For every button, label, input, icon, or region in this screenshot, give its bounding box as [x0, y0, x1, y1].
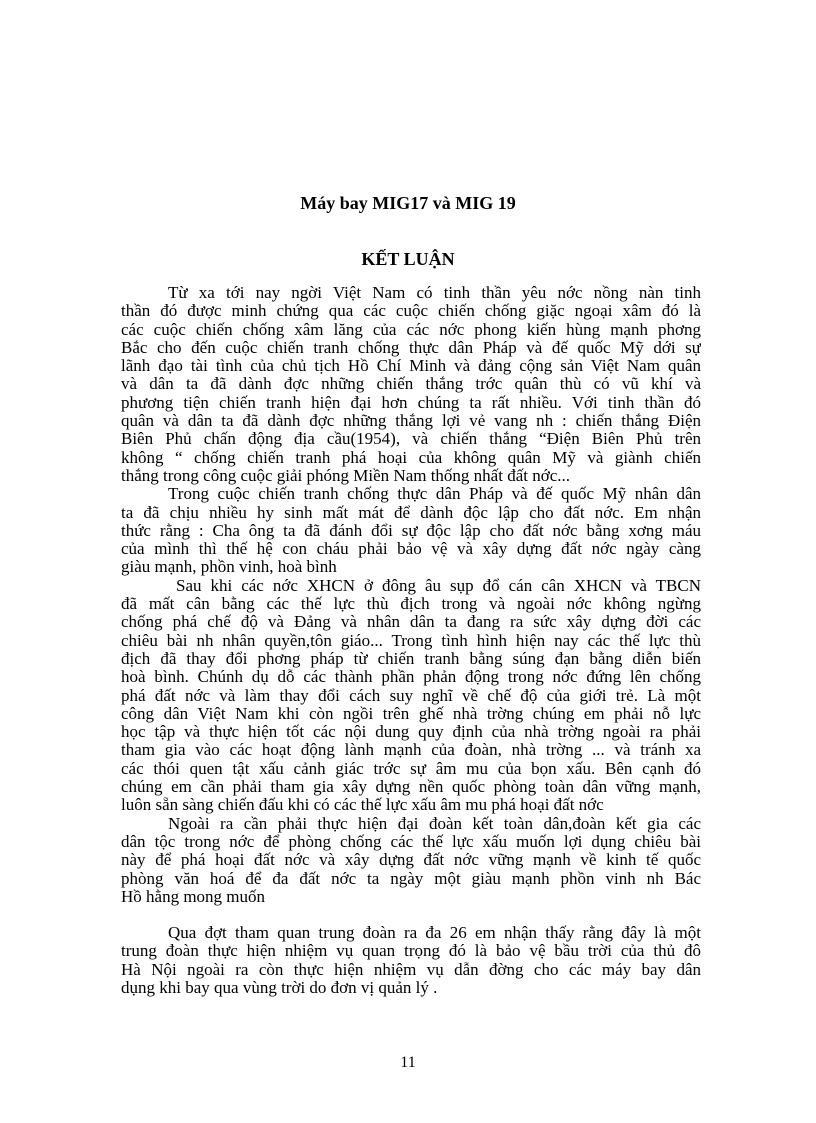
- text-line: các thói quen tật xấu cảnh giác trớc sự âm mu của bọn xấu. Bên cạnh đó: [121, 759, 701, 778]
- text-line: Bắc cho đến cuộc chiến tranh chống thực dân Pháp và đế quốc Mỹ dới sự: [121, 338, 701, 357]
- text-line: Qua đợt tham quan trung đoàn ra đa 26 em nhận thấy rằng đây là một: [168, 924, 701, 943]
- text-line: Hồ hằng mong muốn: [121, 887, 266, 906]
- paragraph-3: [121, 577, 701, 815]
- text-line: phòng văn hoá để đa đất nớc ta ngày một giàu mạnh phồn vinh nh Bác: [121, 869, 701, 888]
- text-line: Từ xa tới nay ngời Việt Nam có tinh thần yêu nớc nồng nàn tinh: [168, 284, 701, 302]
- figure-caption: Máy bay MIG17 và MIG 19: [300, 193, 516, 213]
- text-line: luôn sẵn sàng chiến đấu khi có các thế lực xấu âm mu phá hoại đất nớc: [121, 796, 604, 815]
- text-line: hoà bình. Chúnh dụ dỗ các thành phần phản động trong nớc đứng lên chống: [121, 668, 701, 687]
- text-line: học tập và thực hiện tốt các nội dung quy định của nhà trờng ngoài ra phải: [121, 723, 701, 742]
- text-line: chống phá chế độ và Đảng và nhân dân ta đang ra sức xây dựng đời các: [121, 613, 701, 632]
- text-line: ta đã chịu nhiều hy sinh mất mát để dành độc lập cho đất nớc. Em nhận: [121, 503, 701, 522]
- text-line: phá đất nớc và làm thay đổi cách suy nghĩ về chế độ của giới trẻ. Là một: [121, 686, 701, 705]
- text-line: dân tộc trong nớc để phòng chống các thế lực xấu muốn lợi dụng chiêu bài: [121, 832, 701, 851]
- body-text: [121, 284, 701, 997]
- text-line: Trong cuộc chiến tranh chống thực dân Pháp và đế quốc Mỹ nhân dân: [168, 485, 701, 504]
- paragraph-4: [121, 815, 701, 906]
- text-line: thắng trong công cuộc giải phóng Miền Nam thống nhất đất nớc...: [121, 466, 571, 485]
- text-line: đã mất cân bằng các thế lực thù địch trong và ngoài nớc không ngừng: [121, 595, 701, 614]
- text-line: Sau khi các nớc XHCN ở đông âu sụp đổ cán cân XHCN và TBCN: [176, 576, 701, 595]
- text-line: trung đoàn thực hiện nhiệm vụ quan trọng đó là bảo vệ bầu trời của thủ đô: [121, 942, 701, 961]
- text-line: phương tiện chiến tranh hiện đại hơn chúng ta rất nhiều. Với tinh thần đó: [121, 393, 701, 412]
- text-line: địch đã thay đổi phơng pháp từ chiến tranh bằng súng đạn bằng diễn biến: [121, 649, 701, 668]
- text-line: công dân Việt Nam khi còn ngồi trên ghế nhà trờng chúng em phải nỗ lực: [121, 704, 701, 723]
- text-line: quân và dân ta đã dành đợc những thắng lợi vẻ vang nh : chiến thắng Điện: [121, 412, 701, 431]
- text-line: thần đó được minh chứng qua các cuộc chiến chống giặc ngoại xâm đó là: [121, 302, 701, 321]
- text-line: Biên Phủ chấn động địa cầu(1954), và chiến thắng “Điện Biên Phủ trên: [121, 430, 701, 449]
- text-line: dụng khi bay qua vùng trời do đơn vị quản lý .: [121, 978, 438, 997]
- page-number: 11: [400, 1054, 416, 1071]
- paragraph-1: [121, 284, 701, 485]
- text-line: Ngoài ra cần phải thực hiện đại đoàn kết toàn dân,đoàn kết gia các: [168, 814, 701, 833]
- section-heading: KẾT LUẬN: [361, 249, 455, 269]
- text-line: và dân ta đã dành đợc những chiến thắng trớc quân thù có vũ khí và: [121, 375, 701, 394]
- text-line: này để phá hoại đất nớc và xây dựng đất nớc vững mạnh về kinh tế quốc: [121, 851, 701, 870]
- paragraph-5: [121, 924, 701, 997]
- text-line: không “ chống chiến tranh phá hoại của không quân Mỹ và giành chiến: [121, 448, 701, 467]
- paragraph-2: [121, 485, 701, 576]
- text-line: thức rằng : Cha ông ta đã đánh đổi sự độc lập cho đất nớc bằng xơng máu: [121, 521, 701, 540]
- text-line: lãnh đạo tài tình của chủ tịch Hồ Chí Minh và đảng cộng sản Việt Nam quân: [121, 357, 701, 376]
- text-line: các cuộc chiến chống xâm lăng của các nớc phong kiến hùng mạnh phơng: [121, 320, 701, 339]
- text-line: chiêu bài nh nhân quyền,tôn giáo... Trong tình hình hiện nay các thế lực thù: [121, 631, 701, 650]
- text-line: chúng em cần phải tham gia xây dựng nền quốc phòng toàn dân vững mạnh,: [121, 778, 701, 797]
- text-line: của mình thì thế hệ con cháu phải bảo vệ và xây dựng đất nớc ngày càng: [121, 540, 701, 559]
- text-line: Hà Nội ngoài ra còn thực hiện nhiệm vụ dẫn đờng cho các máy bay dân: [121, 960, 701, 979]
- text-line: giàu mạnh, phồn vinh, hoà bình: [121, 558, 337, 577]
- text-line: tham gia vào các hoạt động lành mạnh của đoàn, nhà trờng ... và tránh xa: [121, 741, 701, 760]
